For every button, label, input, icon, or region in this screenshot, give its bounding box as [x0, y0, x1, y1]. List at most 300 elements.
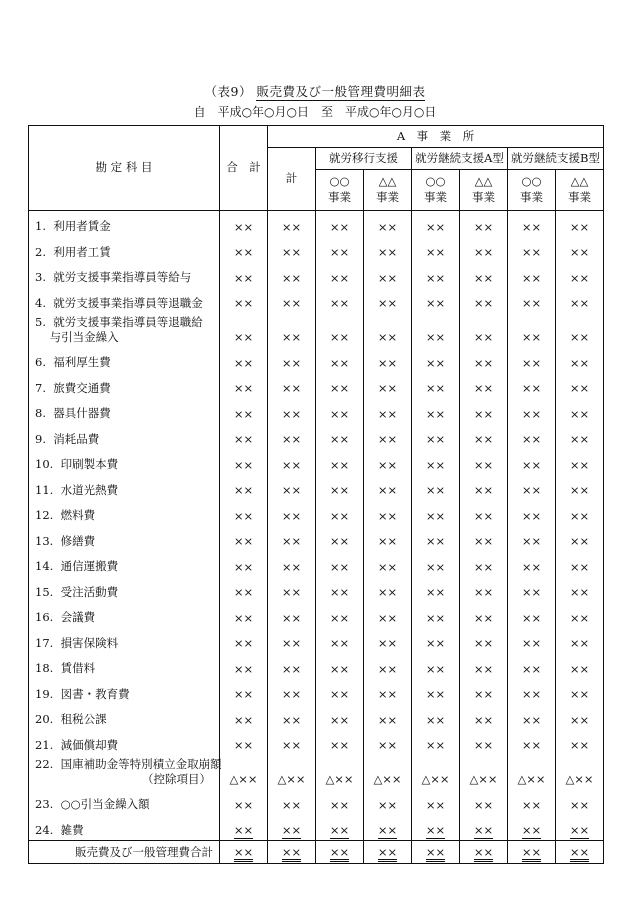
- amount-value: ××: [569, 661, 590, 676]
- amount-cell: [364, 730, 412, 756]
- amount-cell: [316, 262, 364, 288]
- amount-cell: [412, 602, 460, 628]
- amount-cell: [268, 815, 316, 841]
- amount-cell: [556, 730, 604, 756]
- amount-cell: [220, 398, 268, 424]
- amount-value: ××: [377, 432, 398, 446]
- amount-value: ××: [425, 610, 446, 625]
- amount-value: ××: [233, 610, 254, 625]
- amount-value: ××: [521, 559, 542, 574]
- amount-value: ××: [281, 219, 302, 234]
- account-label-text: 22. 国庫補助金等特別積立金取崩額: [35, 757, 222, 772]
- amount-value: ××: [521, 534, 542, 548]
- amount-cell: [412, 577, 460, 603]
- amount-cell: [316, 704, 364, 730]
- amount-value: ××: [569, 432, 590, 446]
- account-label-text: 23. ○○引当金繰入額: [35, 797, 150, 812]
- total-amount-value: ××: [282, 845, 301, 862]
- amount-value: ××: [425, 585, 446, 599]
- amount-value: ××: [233, 797, 254, 812]
- table-row: [29, 551, 604, 577]
- amount-value: ××: [329, 330, 350, 344]
- table-row: [29, 500, 604, 526]
- account-label-note: （控除項目）: [142, 771, 211, 786]
- amount-cell: [268, 237, 316, 263]
- amount-value: ××: [521, 296, 542, 310]
- amount-cell: [316, 602, 364, 628]
- table-row: [29, 577, 604, 603]
- amount-value: ××: [521, 797, 542, 812]
- amount-value: ××: [473, 219, 494, 234]
- amount-value: ××: [377, 457, 398, 472]
- amount-value: ××: [329, 823, 350, 837]
- amount-value: ××: [281, 636, 302, 650]
- amount-value: ××: [233, 245, 254, 259]
- amount-value: ××: [377, 559, 398, 574]
- amount-cell: [364, 449, 412, 475]
- amount-value: ××: [473, 534, 494, 548]
- amount-value: ××: [233, 823, 254, 837]
- amount-cell: [460, 602, 508, 628]
- amount-value: ××: [521, 610, 542, 625]
- amount-cell: [364, 500, 412, 526]
- amount-value: ××: [281, 738, 302, 752]
- amount-cell: [316, 347, 364, 373]
- amount-cell: [412, 313, 460, 347]
- amount-cell: [508, 551, 556, 577]
- amount-value: ××: [425, 457, 446, 472]
- amount-value: ××: [377, 296, 398, 310]
- amount-value: ××: [329, 610, 350, 625]
- amount-value: ××: [569, 534, 590, 548]
- table-row: [29, 237, 604, 263]
- amount-cell: [268, 789, 316, 815]
- amount-cell: [412, 373, 460, 399]
- amount-value: ××: [377, 738, 398, 752]
- business-header: ○○ 事業: [412, 170, 460, 211]
- table-row: [29, 373, 604, 399]
- amount-cell: [268, 679, 316, 705]
- account-label-text: 6. 福利厚生費: [35, 355, 111, 370]
- amount-cell: [556, 262, 604, 288]
- amount-cell: [316, 679, 364, 705]
- account-label: [29, 551, 220, 577]
- amount-cell: [556, 789, 604, 815]
- account-label-text: 13. 修繕費: [35, 533, 96, 548]
- amount-cell: [268, 449, 316, 475]
- amount-cell: [316, 789, 364, 815]
- amount-value: ××: [329, 661, 350, 676]
- amount-value: ××: [329, 296, 350, 310]
- total-amount-value: ××: [234, 845, 253, 862]
- amount-value: ××: [569, 270, 590, 285]
- amount-cell: [412, 526, 460, 552]
- group-header: 就労継続支援B型: [508, 148, 604, 170]
- amount-value: ××: [425, 823, 446, 837]
- total-amount-value: ××: [378, 845, 397, 862]
- amount-cell: [364, 211, 412, 237]
- amount-cell: [220, 551, 268, 577]
- amount-cell: [412, 628, 460, 654]
- amount-cell: [220, 475, 268, 501]
- table-row: [29, 211, 604, 237]
- amount-cell: [220, 730, 268, 756]
- account-label: [29, 373, 220, 399]
- amount-cell: [556, 500, 604, 526]
- amount-cell: [268, 526, 316, 552]
- amount-value: ××: [281, 355, 302, 370]
- amount-value: ××: [377, 270, 398, 285]
- amount-value: ××: [281, 330, 302, 344]
- account-label: [29, 730, 220, 756]
- amount-cell: [412, 679, 460, 705]
- amount-value: ××: [569, 687, 590, 701]
- amount-value: ××: [281, 457, 302, 472]
- account-label: [29, 755, 220, 789]
- amount-cell: [364, 526, 412, 552]
- account-label-text: 5. 就労支援事業指導員等退職給 与引当金繰入: [35, 315, 203, 344]
- amount-value: ××: [329, 508, 350, 523]
- account-label: [29, 602, 220, 628]
- table-row: [29, 730, 604, 756]
- amount-cell: [412, 755, 460, 789]
- table-row: [29, 704, 604, 730]
- amount-value: ××: [425, 534, 446, 548]
- account-label-text: 3. 就労支援事業指導員等給与: [35, 270, 192, 285]
- amount-cell: [268, 653, 316, 679]
- amount-value: ××: [377, 330, 398, 344]
- amount-cell: [364, 551, 412, 577]
- amount-cell: [316, 815, 364, 841]
- amount-cell: [268, 262, 316, 288]
- amount-value: ××: [521, 483, 542, 497]
- amount-cell: [460, 551, 508, 577]
- amount-cell: [508, 526, 556, 552]
- amount-value: ××: [329, 245, 350, 259]
- total-label: 販売費及び一般管理費合計: [29, 841, 220, 864]
- amount-cell: [460, 211, 508, 237]
- amount-value: ××: [425, 797, 446, 812]
- amount-value: ××: [569, 296, 590, 310]
- amount-value: ××: [473, 610, 494, 625]
- amount-cell: [220, 313, 268, 347]
- amount-cell: [412, 500, 460, 526]
- amount-value: ××: [329, 457, 350, 472]
- amount-cell: [364, 262, 412, 288]
- amount-value: ××: [329, 355, 350, 370]
- amount-cell: [364, 679, 412, 705]
- amount-value: ××: [329, 406, 350, 421]
- amount-cell: [556, 373, 604, 399]
- account-label: [29, 262, 220, 288]
- amount-cell: [412, 704, 460, 730]
- amount-cell: [316, 288, 364, 314]
- group-header: 就労移行支援: [316, 148, 412, 170]
- amount-cell: [268, 755, 316, 789]
- amount-cell: [460, 500, 508, 526]
- amount-value: ××: [521, 508, 542, 523]
- amount-cell: [556, 755, 604, 789]
- account-label: [29, 526, 220, 552]
- amount-cell: [220, 373, 268, 399]
- amount-cell: [316, 500, 364, 526]
- amount-value: ××: [569, 636, 590, 650]
- amount-value: ××: [569, 483, 590, 497]
- amount-value: ××: [521, 712, 542, 727]
- amount-value: ××: [425, 636, 446, 650]
- amount-cell: [364, 288, 412, 314]
- amount-value: ××: [377, 687, 398, 701]
- amount-value: ××: [425, 661, 446, 676]
- amount-cell: [508, 755, 556, 789]
- amount-value: ××: [425, 406, 446, 421]
- amount-cell: [412, 398, 460, 424]
- amount-cell: [460, 398, 508, 424]
- amount-value: ××: [521, 661, 542, 676]
- table-row: [29, 449, 604, 475]
- total-amount-cell: [220, 841, 268, 864]
- amount-value: △××: [469, 772, 498, 786]
- amount-cell: [412, 475, 460, 501]
- amount-cell: [508, 730, 556, 756]
- amount-cell: [364, 789, 412, 815]
- amount-cell: [220, 628, 268, 654]
- amount-value: ××: [569, 823, 590, 837]
- table-row: [29, 262, 604, 288]
- amount-cell: [508, 628, 556, 654]
- amount-value: ××: [569, 219, 590, 234]
- amount-cell: [364, 475, 412, 501]
- amount-cell: [460, 288, 508, 314]
- table-row: [29, 679, 604, 705]
- account-header: 勘 定 科 目: [29, 126, 220, 211]
- amount-value: ××: [521, 406, 542, 421]
- amount-cell: [220, 679, 268, 705]
- amount-value: ××: [281, 687, 302, 701]
- account-label: [29, 679, 220, 705]
- amount-cell: [220, 262, 268, 288]
- amount-value: △××: [373, 772, 402, 786]
- account-label-text: 24. 雑費: [35, 822, 84, 837]
- table-row: [29, 526, 604, 552]
- amount-cell: [412, 730, 460, 756]
- amount-value: ××: [473, 432, 494, 446]
- amount-value: ××: [473, 457, 494, 472]
- amount-cell: [268, 373, 316, 399]
- total-amount-cell: [364, 841, 412, 864]
- amount-value: ××: [281, 661, 302, 676]
- table-row: [29, 789, 604, 815]
- amount-cell: [460, 526, 508, 552]
- total-amount-value: ××: [570, 845, 589, 862]
- amount-cell: [460, 475, 508, 501]
- amount-cell: [364, 313, 412, 347]
- amount-cell: [220, 755, 268, 789]
- amount-cell: [412, 789, 460, 815]
- amount-cell: [556, 424, 604, 450]
- amount-cell: [268, 211, 316, 237]
- amount-cell: [412, 653, 460, 679]
- office-header: A 事 業 所: [268, 126, 604, 148]
- table-number: （表9）: [204, 84, 252, 99]
- amount-cell: [460, 815, 508, 841]
- amount-cell: [220, 704, 268, 730]
- total-amount-value: ××: [426, 845, 445, 862]
- amount-value: ××: [425, 219, 446, 234]
- amount-cell: [460, 704, 508, 730]
- amount-cell: [364, 373, 412, 399]
- business-header: △△ 事業: [556, 170, 604, 211]
- amount-value: ××: [521, 823, 542, 837]
- amount-value: ××: [233, 355, 254, 370]
- amount-cell: [412, 815, 460, 841]
- account-label: [29, 815, 220, 841]
- amount-value: ××: [521, 330, 542, 344]
- amount-cell: [316, 449, 364, 475]
- amount-value: ××: [569, 406, 590, 421]
- amount-value: ××: [473, 381, 494, 395]
- amount-cell: [460, 262, 508, 288]
- amount-value: ××: [569, 559, 590, 574]
- amount-cell: [556, 526, 604, 552]
- amount-cell: [460, 424, 508, 450]
- account-label-text: 1. 利用者賃金: [35, 219, 111, 234]
- amount-cell: [460, 628, 508, 654]
- amount-value: ××: [425, 712, 446, 727]
- account-label: [29, 313, 220, 347]
- expense-detail-table: [28, 125, 604, 864]
- amount-cell: [556, 475, 604, 501]
- amount-cell: [364, 237, 412, 263]
- business-header: △△ 事業: [364, 170, 412, 211]
- account-label-text: 18. 賃借料: [35, 661, 96, 676]
- amount-value: ××: [425, 355, 446, 370]
- amount-cell: [508, 211, 556, 237]
- amount-cell: [556, 653, 604, 679]
- amount-value: △××: [229, 772, 258, 786]
- amount-cell: [220, 347, 268, 373]
- amount-value: ××: [569, 738, 590, 752]
- amount-value: ××: [521, 432, 542, 446]
- amount-value: ××: [425, 330, 446, 344]
- table-title: [0, 82, 630, 100]
- amount-value: ××: [473, 330, 494, 344]
- amount-value: ××: [377, 483, 398, 497]
- amount-value: ××: [569, 355, 590, 370]
- amount-cell: [220, 500, 268, 526]
- account-label-text: 2. 利用者工賃: [35, 244, 111, 259]
- amount-cell: [268, 398, 316, 424]
- amount-value: ××: [377, 797, 398, 812]
- amount-value: ××: [281, 381, 302, 395]
- amount-value: ××: [377, 245, 398, 259]
- table-row: [29, 398, 604, 424]
- amount-cell: [508, 475, 556, 501]
- amount-value: ××: [329, 738, 350, 752]
- amount-cell: [316, 211, 364, 237]
- account-label-text: 7. 旅費交通費: [35, 380, 111, 395]
- amount-cell: [268, 313, 316, 347]
- amount-cell: [508, 653, 556, 679]
- amount-value: ××: [521, 270, 542, 285]
- amount-value: ××: [281, 712, 302, 727]
- amount-cell: [316, 730, 364, 756]
- amount-cell: [508, 373, 556, 399]
- amount-value: ××: [425, 245, 446, 259]
- account-label: [29, 653, 220, 679]
- account-label-text: 9. 消耗品費: [35, 431, 100, 446]
- amount-cell: [268, 500, 316, 526]
- amount-value: ××: [377, 355, 398, 370]
- account-label: [29, 789, 220, 815]
- period-line: 自 平成○年○月○日 至 平成○年○月○日: [193, 105, 437, 119]
- table-row: [29, 288, 604, 314]
- amount-value: ××: [569, 245, 590, 259]
- amount-cell: [268, 475, 316, 501]
- amount-cell: [364, 653, 412, 679]
- amount-value: ××: [329, 270, 350, 285]
- amount-cell: [556, 449, 604, 475]
- table-row: [29, 602, 604, 628]
- amount-cell: [220, 449, 268, 475]
- amount-cell: [508, 789, 556, 815]
- amount-value: ××: [233, 406, 254, 421]
- amount-cell: [316, 313, 364, 347]
- amount-value: ××: [425, 508, 446, 523]
- amount-value: ××: [521, 738, 542, 752]
- amount-cell: [316, 398, 364, 424]
- table-row: [29, 815, 604, 841]
- amount-cell: [556, 628, 604, 654]
- amount-cell: [316, 424, 364, 450]
- amount-value: ××: [377, 534, 398, 548]
- amount-value: ××: [569, 508, 590, 523]
- account-label: [29, 628, 220, 654]
- amount-value: ××: [473, 797, 494, 812]
- amount-value: ××: [473, 296, 494, 310]
- amount-cell: [460, 755, 508, 789]
- amount-value: ××: [425, 432, 446, 446]
- amount-value: ××: [233, 559, 254, 574]
- amount-cell: [220, 653, 268, 679]
- amount-cell: [412, 262, 460, 288]
- amount-value: ××: [521, 636, 542, 650]
- amount-cell: [268, 577, 316, 603]
- table-row: [29, 628, 604, 654]
- amount-cell: [268, 730, 316, 756]
- account-label: [29, 398, 220, 424]
- amount-value: ××: [281, 559, 302, 574]
- amount-value: ××: [329, 712, 350, 727]
- amount-cell: [316, 551, 364, 577]
- amount-value: ××: [329, 559, 350, 574]
- amount-value: ××: [233, 483, 254, 497]
- amount-cell: [412, 288, 460, 314]
- amount-cell: [508, 313, 556, 347]
- amount-value: ××: [569, 797, 590, 812]
- amount-value: ××: [473, 483, 494, 497]
- account-label-text: 19. 図書・教育費: [35, 686, 130, 701]
- amount-value: △××: [325, 772, 354, 786]
- amount-value: ××: [329, 585, 350, 599]
- account-label: [29, 424, 220, 450]
- amount-cell: [460, 237, 508, 263]
- amount-value: ××: [425, 559, 446, 574]
- amount-value: ××: [233, 712, 254, 727]
- amount-cell: [460, 653, 508, 679]
- business-header: ○○ 事業: [316, 170, 364, 211]
- amount-cell: [556, 602, 604, 628]
